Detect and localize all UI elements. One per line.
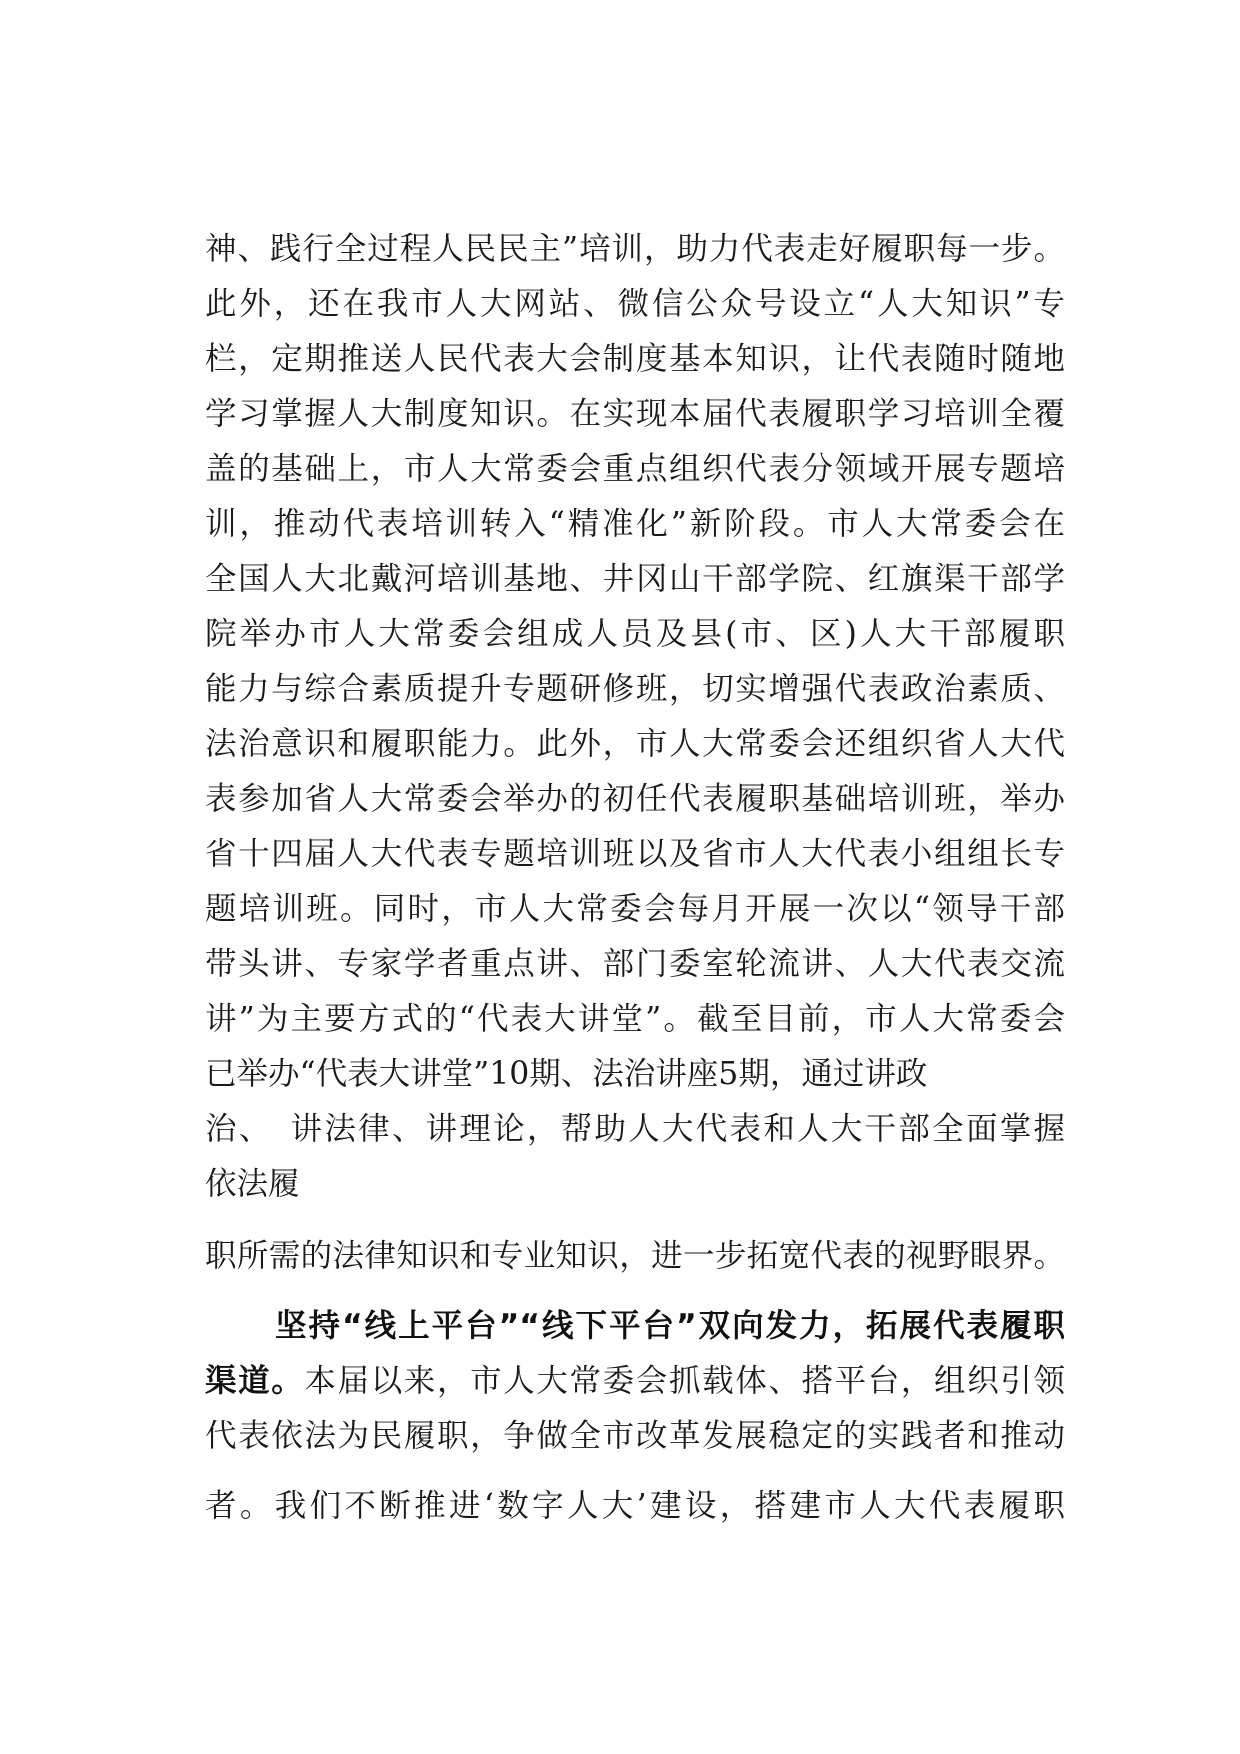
text-line-10: 法治意识和履职能力。此外，市人大常委会还组织省人大代 bbox=[205, 726, 1065, 762]
paragraph-start: 本届以来，市人大常委会抓载体、搭平台，组织引领 bbox=[304, 1363, 1065, 1399]
text-line-18: 依法履 bbox=[205, 1166, 300, 1202]
text-line-11: 表参加省人大常委会举办的初任代表履职基础培训班，举办 bbox=[205, 781, 1065, 817]
section-heading-text: 坚持“线上平台”“线下平台”双向发力，拓展代表履职 bbox=[275, 1308, 1065, 1344]
text-line-16: 已举办“代表大讲堂”10期、法治讲座5期，通过讲政 bbox=[205, 1056, 928, 1092]
heading-continuation-line bbox=[205, 1353, 1065, 1409]
text-line-3: 栏，定期推送人民代表大会制度基本知识，让代表随时随地 bbox=[205, 341, 1065, 377]
text-line-20: 代表依法为民履职，争做全市改革发展稳定的实践者和推动 bbox=[205, 1418, 1065, 1454]
text-line-15: 讲”为主要方式的“代表大讲堂”。截至目前，市人大常委会 bbox=[205, 1001, 1065, 1037]
text-line-19: 职所需的法律知识和专业知识，进一步拓宽代表的视野眼界。 bbox=[205, 1238, 1065, 1274]
text-line-1: 神、践行全过程人民民主”培训，助力代表走好履职每一步。 bbox=[205, 231, 1065, 267]
section-heading-tail: 渠道。 bbox=[205, 1363, 305, 1399]
text-line-2: 此外，还在我市人大网站、微信公众号设立“人大知识”专 bbox=[205, 286, 1065, 322]
text-line-13: 题培训班。同时，市人大常委会每月开展一次以“领导干部 bbox=[205, 891, 1065, 927]
text-line-9: 能力与综合素质提升专题研修班，切实增强代表政治素质、 bbox=[205, 671, 1065, 707]
text-line-12: 省十四届人大代表专题培训班以及省市人大代表小组组长专 bbox=[205, 836, 1065, 872]
text-line-21: 者。我们不断推进‘数字人大’建设，搭建市人大代表履职 bbox=[205, 1488, 1065, 1524]
text-line-4: 学习掌握人大制度知识。在实现本届代表履职学习培训全覆 bbox=[205, 396, 1065, 432]
text-line-14: 带头讲、专家学者重点讲、部门委室轮流讲、人大代表交流 bbox=[205, 946, 1065, 982]
section-heading bbox=[275, 1298, 1065, 1354]
text-line-8: 院举办市人大常委会组成人员及县(市、区)人大干部履职 bbox=[205, 616, 1065, 652]
text-line-17: 治、 讲法律、讲理论，帮助人大代表和人大干部全面掌握 bbox=[205, 1111, 1065, 1147]
text-line-6: 训，推动代表培训转入“精准化”新阶段。市人大常委会在 bbox=[205, 506, 1065, 542]
text-line-5: 盖的基础上，市人大常委会重点组织代表分领域开展专题培 bbox=[205, 451, 1065, 487]
text-line-7: 全国人大北戴河培训基地、井冈山干部学院、红旗渠干部学 bbox=[205, 561, 1065, 597]
